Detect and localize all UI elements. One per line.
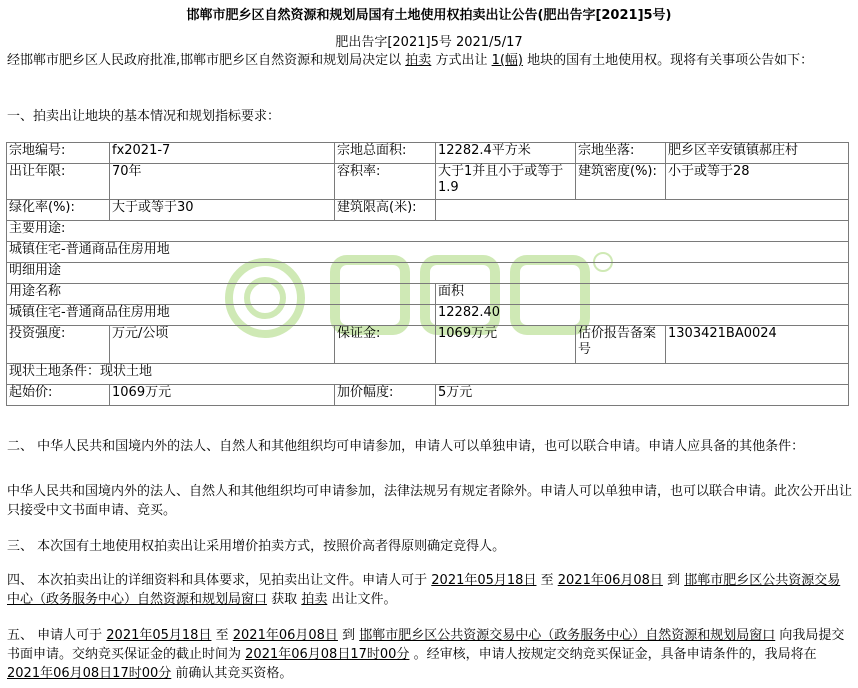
starting-price-label: 起始价: xyxy=(7,385,110,406)
table-row xyxy=(7,305,849,326)
section2-body: 中华人民共和国境内外的法人、自然人和其他组织均可申请参加，法律法规另有规定者除外。申请人可以单独申请，也可以联合申请。此次公开出让只接受中文书面申请、竞买。 xyxy=(7,484,853,518)
intro-text-mid: 方式出让 xyxy=(435,53,488,68)
section3-text: 三、 本次国有土地使用权拍卖出让采用增价拍卖方式，按照价高者得原则确定竞得人。 xyxy=(7,539,506,554)
parcel-number-value: fx2021-7 xyxy=(110,143,335,164)
section5-text-b: 至 xyxy=(215,628,229,643)
land-info-table xyxy=(6,142,849,406)
section4-text-f: 出让文件。 xyxy=(331,592,397,607)
plot-ratio-value: 大于1并且小于或等于1.9 xyxy=(436,164,576,200)
intro-text-pre: 经邯郸市肥乡区人民政府批准,邯郸市肥乡区自然资源和规划局决定以 xyxy=(7,53,402,68)
area-value: 12282.40 xyxy=(436,305,849,326)
table-row xyxy=(7,200,849,221)
section5-place: 邯郸市肥乡区公共资源交易中心（政务服务中心）自然资源和规划局窗口 xyxy=(359,628,776,643)
table-row xyxy=(7,284,849,305)
deposit-label: 保证金: xyxy=(335,326,436,364)
intro-paragraph xyxy=(7,51,853,70)
section1-heading: 一、拍卖出让地块的基本情况和规划指标要求： xyxy=(7,109,281,124)
table-row xyxy=(7,263,849,284)
section2-heading: 二、 中华人民共和国境内外的法人、自然人和其他组织均可申请参加，申请人可以单独申请，也可以联合申请。申请人应具备的其他条件： xyxy=(7,439,805,454)
section5-text-e: 。经审核，申请人按规定交纳竞买保证金，具备申请条件的，我局将在 xyxy=(413,647,817,662)
area-header: 面积 xyxy=(436,284,849,305)
total-area-label: 宗地总面积: xyxy=(335,143,436,164)
intro-method: 拍卖 xyxy=(405,53,432,68)
section4-text-d: 获取 xyxy=(271,592,298,607)
location-value: 肥乡区辛安镇镇郝庄村 xyxy=(666,143,849,164)
section5-confirm-time: 2021年06月08日17时00分 xyxy=(7,666,172,681)
section5-text-f: 前确认其竞买资格。 xyxy=(175,666,293,681)
parcel-number-label: 宗地编号: xyxy=(7,143,110,164)
bid-increment-label: 加价幅度: xyxy=(335,385,436,406)
section4-place: 邯郸市肥乡区公共资源交易中心（政务服务中心）自然资源和规划局窗口 xyxy=(7,573,841,607)
section4-start-date: 2021年05月18日 xyxy=(431,573,537,588)
section5-deadline: 2021年06月08日17时00分 xyxy=(245,647,410,662)
section5-paragraph xyxy=(7,626,853,683)
table-row xyxy=(7,242,849,263)
table-row xyxy=(7,364,849,385)
bid-increment-value: 5万元 xyxy=(436,385,849,406)
main-use-label: 主要用途: xyxy=(7,221,849,242)
table-row xyxy=(7,221,849,242)
page-title: 邯郸市肥乡区自然资源和规划局国有土地使用权拍卖出让公告(肥出告字[2021]5号) xyxy=(186,8,672,23)
location-label: 宗地坐落: xyxy=(576,143,666,164)
section4-method: 拍卖 xyxy=(301,592,328,607)
section5-text-a: 五、 申请人可于 xyxy=(7,628,103,643)
building-density-value: 小于或等于28 xyxy=(666,164,849,200)
use-name-value: 城镇住宅-普通商品住房用地 xyxy=(7,305,436,326)
table-row xyxy=(7,164,849,200)
section4-text-a: 四、 本次拍卖出让的详细资料和具体要求，见拍卖出让文件。申请人可于 xyxy=(7,573,428,588)
starting-price-value: 1069万元 xyxy=(110,385,335,406)
use-name-header: 用途名称 xyxy=(7,284,436,305)
building-density-label: 建筑密度(%): xyxy=(576,164,666,200)
term-value: 70年 xyxy=(110,164,335,200)
land-status: 现状土地条件：现状土地 xyxy=(7,364,849,385)
section5-text-d: 向我局提交书面申请。交纳竞买保证金的截止时间为 xyxy=(7,628,845,662)
appraisal-report-value: 1303421BA0024 xyxy=(666,326,849,364)
table-row xyxy=(7,326,849,364)
plot-ratio-label: 容积率: xyxy=(335,164,436,200)
section5-text-c: 到 xyxy=(342,628,356,643)
intro-text-post: 地块的国有土地使用权。现将有关事项公告如下： xyxy=(527,53,814,68)
table-row xyxy=(7,385,849,406)
investment-intensity-label: 投资强度: xyxy=(7,326,110,364)
detail-use-label: 明细用途 xyxy=(7,263,849,284)
greening-rate-label: 绿化率(%): xyxy=(7,200,110,221)
section5-start-date: 2021年05月18日 xyxy=(106,628,212,643)
table-row xyxy=(7,143,849,164)
term-label: 出让年限: xyxy=(7,164,110,200)
announcement-number-date: 肥出告字[2021]5号 2021/5/17 xyxy=(335,35,523,50)
section4-text-c: 到 xyxy=(667,573,681,588)
section4-text-b: 至 xyxy=(540,573,554,588)
appraisal-report-label: 估价报告备案号 xyxy=(576,326,666,364)
height-limit-label: 建筑限高(米): xyxy=(335,200,436,221)
greening-rate-value: 大于或等于30 xyxy=(110,200,335,221)
section4-paragraph xyxy=(7,571,853,609)
main-use-value: 城镇住宅-普通商品住房用地 xyxy=(7,242,849,263)
height-limit-value xyxy=(436,200,849,221)
investment-intensity-value: 万元/公顷 xyxy=(110,326,335,364)
deposit-value: 1069万元 xyxy=(436,326,576,364)
section4-end-date: 2021年06月08日 xyxy=(557,573,663,588)
total-area-value: 12282.4平方米 xyxy=(436,143,576,164)
intro-count: 1(幅) xyxy=(491,53,524,68)
section5-end-date: 2021年06月08日 xyxy=(232,628,338,643)
